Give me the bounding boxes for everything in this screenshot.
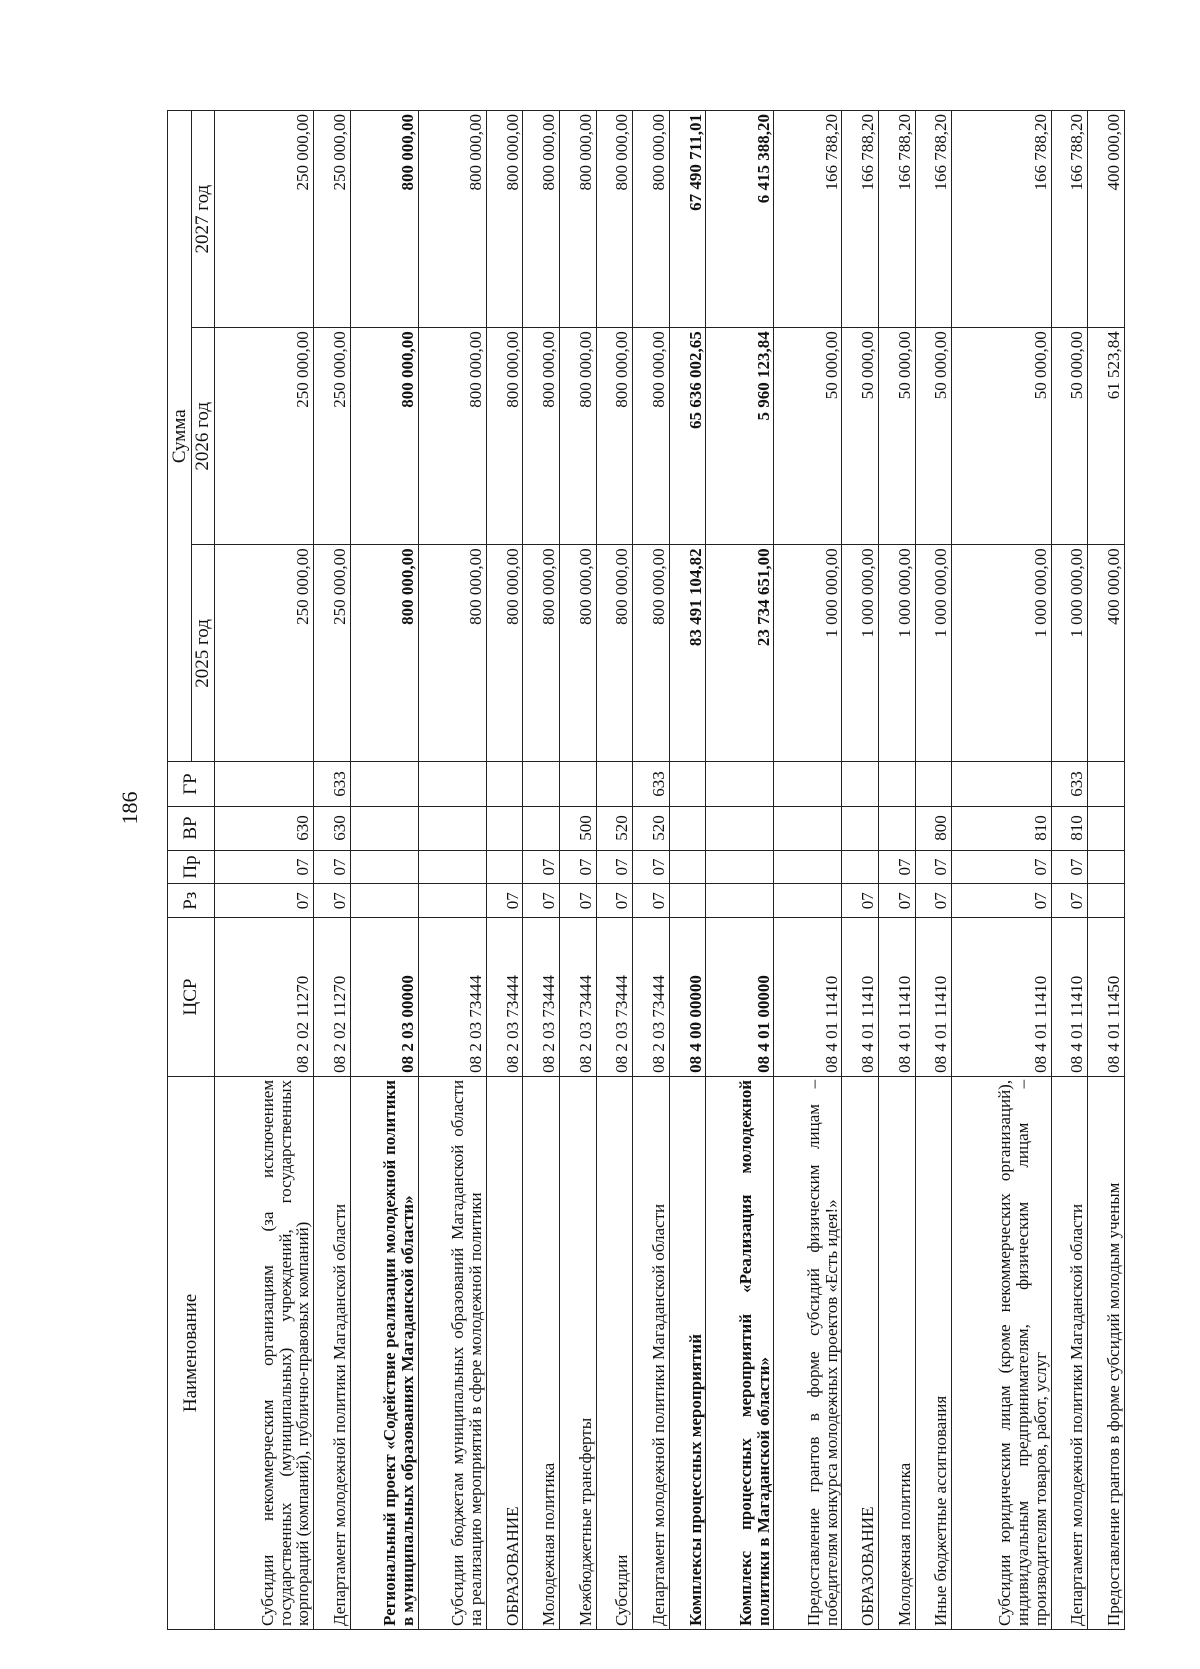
table-row: [952, 111, 1051, 1630]
row-value-2025: 1 000 000,00: [1051, 545, 1088, 762]
row-value-2026: 800 000,00: [486, 328, 523, 545]
row-pr: [350, 850, 418, 884]
row-vr: 520: [596, 806, 633, 850]
row-value-2027: 166 788,20: [915, 111, 952, 328]
row-gr: [915, 762, 952, 806]
row-vr: 500: [560, 806, 597, 850]
row-rz: 07: [560, 884, 597, 918]
header-name: Наименование: [168, 1076, 215, 1629]
header-year-2025: 2025 год: [192, 545, 215, 762]
row-value-2027: 6 415 388,20: [706, 111, 774, 328]
row-pr: 07: [214, 850, 313, 884]
row-value-2027: 166 788,20: [952, 111, 1051, 328]
row-name: Субсидии: [596, 1076, 633, 1629]
row-vr: [350, 806, 418, 850]
row-pr: [706, 850, 774, 884]
row-value-2027: 400 000,00: [1088, 111, 1125, 328]
row-pr: 07: [1051, 850, 1088, 884]
row-value-2025: 1 000 000,00: [879, 545, 916, 762]
row-rz: 07: [842, 884, 879, 918]
row-vr: [418, 806, 486, 850]
row-value-2026: 50 000,00: [774, 328, 842, 545]
table-row: [314, 111, 351, 1630]
row-pr: 07: [915, 850, 952, 884]
header-rz: Рз: [168, 884, 215, 918]
row-value-2026: 800 000,00: [350, 328, 418, 545]
row-value-2027: 166 788,20: [1051, 111, 1088, 328]
row-value-2026: 50 000,00: [915, 328, 952, 545]
row-vr: [1088, 806, 1125, 850]
row-vr: [669, 806, 706, 850]
row-csr: 08 4 01 11410: [842, 918, 879, 1077]
table-row: [842, 111, 879, 1630]
row-name: Субсидии бюджетам муниципальных образований Магаданской области на реализацию мероприятий в сфере молодежной политики: [418, 1076, 486, 1629]
header-sum: Сумма: [168, 111, 192, 763]
row-value-2025: 23 734 651,00: [706, 545, 774, 762]
row-vr: 800: [915, 806, 952, 850]
row-name: Иные бюджетные ассигнования: [915, 1076, 952, 1629]
row-csr: 08 4 01 11450: [1088, 918, 1125, 1077]
row-rz: [706, 884, 774, 918]
rotated-page: [167, 110, 1125, 1630]
row-rz: 07: [879, 884, 916, 918]
row-gr: [952, 762, 1051, 806]
row-pr: 07: [314, 850, 351, 884]
row-pr: 07: [560, 850, 597, 884]
row-vr: [706, 806, 774, 850]
row-gr: 633: [314, 762, 351, 806]
table-row: [1051, 111, 1088, 1630]
row-value-2027: 800 000,00: [486, 111, 523, 328]
row-value-2027: 800 000,00: [596, 111, 633, 328]
row-name: Межбюджетные трансферты: [560, 1076, 597, 1629]
row-csr: 08 2 03 73444: [633, 918, 670, 1077]
table-header: [168, 111, 215, 1630]
table-row: [633, 111, 670, 1630]
row-pr: [842, 850, 879, 884]
row-csr: 08 4 01 11410: [915, 918, 952, 1077]
row-csr: 08 2 03 73444: [560, 918, 597, 1077]
row-vr: [486, 806, 523, 850]
row-rz: 07: [314, 884, 351, 918]
row-gr: [523, 762, 560, 806]
row-rz: 07: [1051, 884, 1088, 918]
row-gr: [350, 762, 418, 806]
row-vr: 810: [952, 806, 1051, 850]
row-value-2027: 800 000,00: [560, 111, 597, 328]
row-pr: [669, 850, 706, 884]
row-value-2026: 250 000,00: [214, 328, 313, 545]
row-vr: 630: [314, 806, 351, 850]
row-value-2025: 800 000,00: [633, 545, 670, 762]
row-value-2025: 1 000 000,00: [915, 545, 952, 762]
header-vr: ВР: [168, 806, 215, 850]
row-pr: 07: [633, 850, 670, 884]
row-pr: [486, 850, 523, 884]
row-gr: [879, 762, 916, 806]
table-row: [1088, 111, 1125, 1630]
row-pr: [418, 850, 486, 884]
table-row: [418, 111, 486, 1630]
row-vr: 810: [1051, 806, 1088, 850]
row-value-2027: 800 000,00: [418, 111, 486, 328]
row-csr: 08 2 03 73444: [486, 918, 523, 1077]
row-gr: [1088, 762, 1125, 806]
row-rz: 07: [486, 884, 523, 918]
table-container: [167, 110, 1125, 1630]
row-name: Комплекс процессных мероприятий «Реализация молодежной политики в Магаданской области»: [706, 1076, 774, 1629]
budget-table: [167, 110, 1125, 1630]
row-name: Комплексы процессных мероприятий: [669, 1076, 706, 1629]
row-rz: 07: [523, 884, 560, 918]
row-value-2025: 800 000,00: [560, 545, 597, 762]
row-value-2027: 166 788,20: [842, 111, 879, 328]
row-csr: 08 4 01 11410: [774, 918, 842, 1077]
row-name: Молодежная политика: [879, 1076, 916, 1629]
row-vr: 630: [214, 806, 313, 850]
row-name: Субсидии некоммерческим организациям (за исключением государственных (муниципальных) учреждений, государственных корпораций (компаний), публично-правовых компаний): [214, 1076, 313, 1629]
row-value-2025: 800 000,00: [596, 545, 633, 762]
row-value-2026: 50 000,00: [1051, 328, 1088, 545]
row-name: Департамент молодежной политики Магаданской области: [633, 1076, 670, 1629]
row-csr: 08 4 01 11410: [952, 918, 1051, 1077]
table-row: [915, 111, 952, 1630]
header-pr: Пр: [168, 850, 215, 884]
row-value-2025: 400 000,00: [1088, 545, 1125, 762]
row-value-2027: 250 000,00: [214, 111, 313, 328]
row-gr: [214, 762, 313, 806]
row-rz: [1088, 884, 1125, 918]
table-body: [214, 111, 1124, 1630]
row-rz: [774, 884, 842, 918]
row-value-2025: 1 000 000,00: [952, 545, 1051, 762]
row-value-2027: 166 788,20: [774, 111, 842, 328]
row-value-2027: 250 000,00: [314, 111, 351, 328]
row-value-2025: 800 000,00: [523, 545, 560, 762]
row-name: Предоставление грантов в форме субсидий физическим лицам – победителям конкурса молодежных проектов «Есть идея!»: [774, 1076, 842, 1629]
row-vr: [523, 806, 560, 850]
row-value-2025: 250 000,00: [214, 545, 313, 762]
row-csr: 08 2 03 00000: [350, 918, 418, 1077]
row-rz: [418, 884, 486, 918]
row-name: Региональный проект «Содействие реализации молодежной политики в муниципальных образованиях Магаданской области»: [350, 1076, 418, 1629]
row-value-2027: 800 000,00: [350, 111, 418, 328]
header-year-2026: 2026 год: [192, 328, 215, 545]
row-value-2025: 250 000,00: [314, 545, 351, 762]
row-value-2026: 5 960 123,84: [706, 328, 774, 545]
row-value-2027: 800 000,00: [633, 111, 670, 328]
row-value-2026: 800 000,00: [523, 328, 560, 545]
row-value-2027: 166 788,20: [879, 111, 916, 328]
row-value-2026: 61 523,84: [1088, 328, 1125, 545]
row-name: Субсидии юридическим лицам (кроме некоммерческих организаций), индивидуальным предпринимателям, физическим лицам – производителям товаров, работ, услуг: [952, 1076, 1051, 1629]
table-row: [669, 111, 706, 1630]
row-rz: 07: [915, 884, 952, 918]
row-name: Молодежная политика: [523, 1076, 560, 1629]
row-rz: 07: [633, 884, 670, 918]
row-rz: [350, 884, 418, 918]
table-row: [706, 111, 774, 1630]
table-row: [486, 111, 523, 1630]
row-vr: [879, 806, 916, 850]
row-gr: [669, 762, 706, 806]
table-row: [596, 111, 633, 1630]
row-value-2026: 65 636 002,65: [669, 328, 706, 545]
row-csr: 08 4 01 00000: [706, 918, 774, 1077]
page-number: 186: [117, 791, 142, 825]
row-gr: [596, 762, 633, 806]
row-csr: 08 4 00 00000: [669, 918, 706, 1077]
table-row: [523, 111, 560, 1630]
row-vr: 520: [633, 806, 670, 850]
row-gr: [706, 762, 774, 806]
table-row: [560, 111, 597, 1630]
header-gr: ГР: [168, 762, 215, 806]
row-name: Департамент молодежной политики Магаданской области: [314, 1076, 351, 1629]
row-pr: 07: [523, 850, 560, 884]
row-value-2025: 1 000 000,00: [774, 545, 842, 762]
table-row: [214, 111, 313, 1630]
row-pr: [1088, 850, 1125, 884]
row-value-2026: 800 000,00: [560, 328, 597, 545]
row-value-2026: 50 000,00: [842, 328, 879, 545]
row-vr: [842, 806, 879, 850]
row-name: Департамент молодежной политики Магаданской области: [1051, 1076, 1088, 1629]
row-csr: 08 4 01 11410: [879, 918, 916, 1077]
table-row: [879, 111, 916, 1630]
row-vr: [774, 806, 842, 850]
row-gr: [842, 762, 879, 806]
row-gr: 633: [1051, 762, 1088, 806]
table-row: [774, 111, 842, 1630]
header-year-2027: 2027 год: [192, 111, 215, 328]
row-value-2025: 800 000,00: [418, 545, 486, 762]
row-gr: [418, 762, 486, 806]
row-rz: 07: [214, 884, 313, 918]
row-rz: 07: [952, 884, 1051, 918]
row-pr: 07: [952, 850, 1051, 884]
row-value-2026: 250 000,00: [314, 328, 351, 545]
header-csr: ЦСР: [168, 918, 215, 1077]
row-pr: 07: [879, 850, 916, 884]
row-pr: 07: [596, 850, 633, 884]
row-pr: [774, 850, 842, 884]
row-gr: [486, 762, 523, 806]
row-name: ОБРАЗОВАНИЕ: [486, 1076, 523, 1629]
row-name: Предоставление грантов в форме субсидий молодым ученым: [1088, 1076, 1125, 1629]
row-value-2026: 50 000,00: [879, 328, 916, 545]
row-csr: 08 2 03 73444: [418, 918, 486, 1077]
row-value-2026: 800 000,00: [596, 328, 633, 545]
row-value-2025: 83 491 104,82: [669, 545, 706, 762]
row-value-2026: 800 000,00: [633, 328, 670, 545]
row-gr: 633: [633, 762, 670, 806]
row-name: ОБРАЗОВАНИЕ: [842, 1076, 879, 1629]
table-row: [350, 111, 418, 1630]
row-rz: [669, 884, 706, 918]
row-value-2027: 67 490 711,01: [669, 111, 706, 328]
row-rz: 07: [596, 884, 633, 918]
row-gr: [560, 762, 597, 806]
row-value-2025: 1 000 000,00: [842, 545, 879, 762]
row-csr: 08 2 02 11270: [314, 918, 351, 1077]
row-value-2026: 50 000,00: [952, 328, 1051, 545]
row-gr: [774, 762, 842, 806]
row-value-2025: 800 000,00: [486, 545, 523, 762]
row-csr: 08 4 01 11410: [1051, 918, 1088, 1077]
row-value-2026: 800 000,00: [418, 328, 486, 545]
row-value-2025: 800 000,00: [350, 545, 418, 762]
row-value-2027: 800 000,00: [523, 111, 560, 328]
row-csr: 08 2 02 11270: [214, 918, 313, 1077]
row-csr: 08 2 03 73444: [523, 918, 560, 1077]
row-csr: 08 2 03 73444: [596, 918, 633, 1077]
